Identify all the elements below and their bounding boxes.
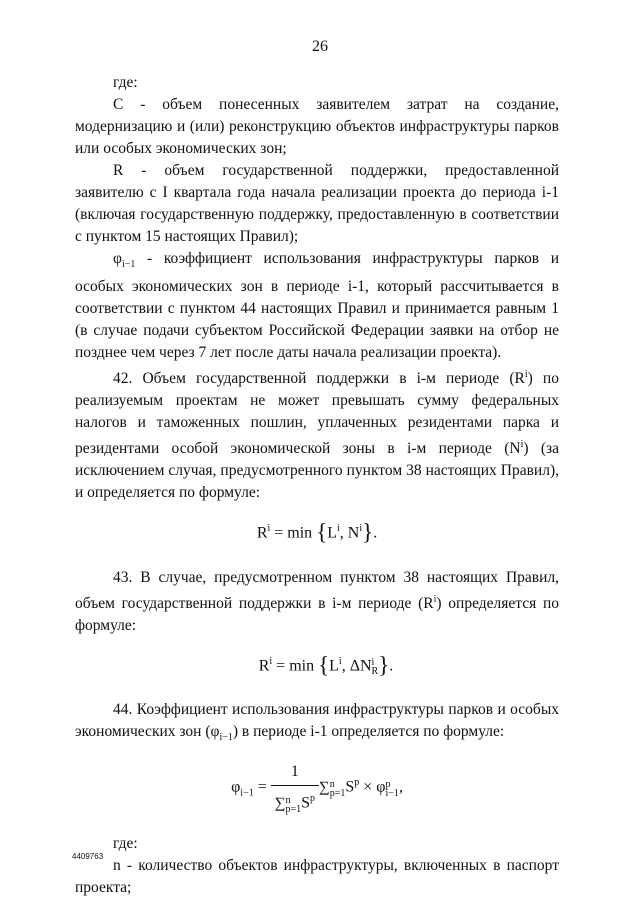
p42-sup-1: i — [524, 369, 528, 381]
p42-text-3: ) (за исключением случая, предусмотренного пунктом 38 настоящих Правил), и определяется по формуле: — [75, 440, 559, 502]
phi-symbol: φ — [113, 250, 122, 267]
f3-phi-sub: i−1 — [385, 787, 399, 799]
f3-phi-indices — [386, 780, 399, 798]
f2-n-sub: R — [371, 666, 379, 678]
f1-l-sup: i — [337, 523, 340, 535]
formula-2 — [75, 651, 559, 677]
f2-brace-open: { — [318, 652, 330, 678]
f3-numerator: 1 — [290, 763, 299, 781]
f3-phi: φ — [376, 778, 386, 796]
f3-s: S — [345, 778, 355, 796]
paragraph-42 — [75, 364, 559, 504]
f3-equals: = — [253, 778, 271, 796]
paragraph-44 — [75, 699, 559, 749]
phi-subscript: i−1 — [121, 259, 136, 271]
document-body — [75, 72, 559, 899]
f3-sum-top: n — [329, 778, 335, 790]
f3-sum-limits — [330, 780, 346, 798]
f2-l-sup: i — [338, 655, 342, 667]
paragraph-43 — [75, 567, 559, 637]
p44-phi: φ — [210, 723, 220, 741]
f1-lhs: R — [256, 524, 268, 542]
definition-c: С - объем понесенных заявителем затрат на создание, модернизацию и (или) реконструкцию объектов инфраструктуры парков или особых экономических зон; — [75, 96, 559, 157]
f3-lhs-sub: i−1 — [240, 787, 254, 799]
document-code: 4409763 — [72, 852, 104, 861]
f3-den-s-sup: p — [310, 793, 315, 805]
f2-brace-close: } — [378, 652, 390, 678]
f3-den-sum-limits — [285, 796, 301, 814]
f1-end: . — [373, 524, 378, 542]
f2-l: L — [329, 657, 339, 675]
f1-sep: , — [339, 524, 348, 542]
f3-den-sum-top: n — [285, 794, 291, 806]
f2-lhs-sup: i — [269, 655, 273, 667]
f3-phi-sup: p — [385, 778, 391, 790]
f2-lhs: R — [258, 657, 270, 675]
p42-text-1: 42. Объем государственной поддержки в i-м периоде (R — [113, 370, 525, 388]
p42-sup-2: i — [520, 439, 524, 451]
p44-phi-sub: i−1 — [219, 732, 233, 744]
p43-sup-1: i — [433, 593, 437, 605]
f2-delta-n: , ΔN — [341, 657, 372, 675]
f2-end: . — [389, 657, 394, 675]
f3-s-sup: p — [354, 777, 360, 789]
f3-den-sum-bot: p=1 — [285, 803, 302, 815]
f3-sum-bot: p=1 — [329, 787, 346, 799]
f2-min: = min — [272, 657, 319, 675]
f3-den-s: S — [301, 794, 310, 812]
f1-brace-open: { — [316, 519, 328, 545]
p43-text-1: 43. В случае, предусмотренном пунктом 38 настоящих Правил, объем государственной поддержки в i-м периоде (R — [75, 568, 559, 612]
f3-sum: ∑ — [319, 779, 330, 796]
p42-text-2: ) по реализуемым проектам не может превышать сумму федеральных налогов и таможенных пошлин, уплаченных резидентами парка и резидентами особой экономической зоны в i-м периоде (N — [75, 370, 559, 458]
page-number: 26 — [312, 38, 328, 55]
f3-denominator — [271, 785, 319, 814]
f3-times: × — [359, 778, 377, 796]
f1-min: = min — [270, 524, 317, 542]
where-label-2: где: — [113, 834, 138, 852]
p44-text-1: 44. Коэффициент использования инфраструктуры парков и особых экономических зон ( — [75, 701, 559, 741]
f3-lhs: φ — [231, 778, 241, 796]
f3-end: , — [398, 778, 403, 796]
p43-text-2: ) определяется по формуле: — [75, 594, 559, 634]
p44-text-2: ) в периоде i-1 определяется по формуле: — [232, 723, 505, 741]
f3-den-sum: ∑ — [274, 795, 286, 812]
f1-l: L — [327, 524, 338, 542]
f3-fraction — [271, 761, 319, 814]
f1-n-sup: i — [359, 523, 363, 535]
f2-n-sup: i — [371, 657, 375, 669]
definition-n: n - количество объектов инфраструктуры, включенных в паспорт проекта; — [75, 856, 559, 896]
f1-lhs-sup: i — [267, 523, 271, 535]
definition-phi — [75, 248, 559, 364]
definition-r: R - объем государственной поддержки, предоставленной заявителю с I квартала года начала реализации проекта до периода i-1 (включая государственную поддержку, предоставленную в соответствии с пунктом 15 настоящих Правил); — [75, 162, 559, 245]
formula-1 — [75, 518, 559, 544]
where-label: где: — [113, 74, 138, 91]
f1-brace-close: } — [362, 519, 374, 545]
phi-definition-text: - коэффициент использования инфраструктуры парков и особых экономических зон в периоде i-1, который рассчитывается в соответствии с пунктом 44 настоящих Правил и принимается равным 1 (в случае подачи субъектом Российской Федерации заявки на отбор не позднее чем через 7 лет после даты начала реализации проекта). — [75, 250, 559, 362]
formula-3 — [75, 761, 559, 814]
f1-n: N — [347, 524, 360, 542]
